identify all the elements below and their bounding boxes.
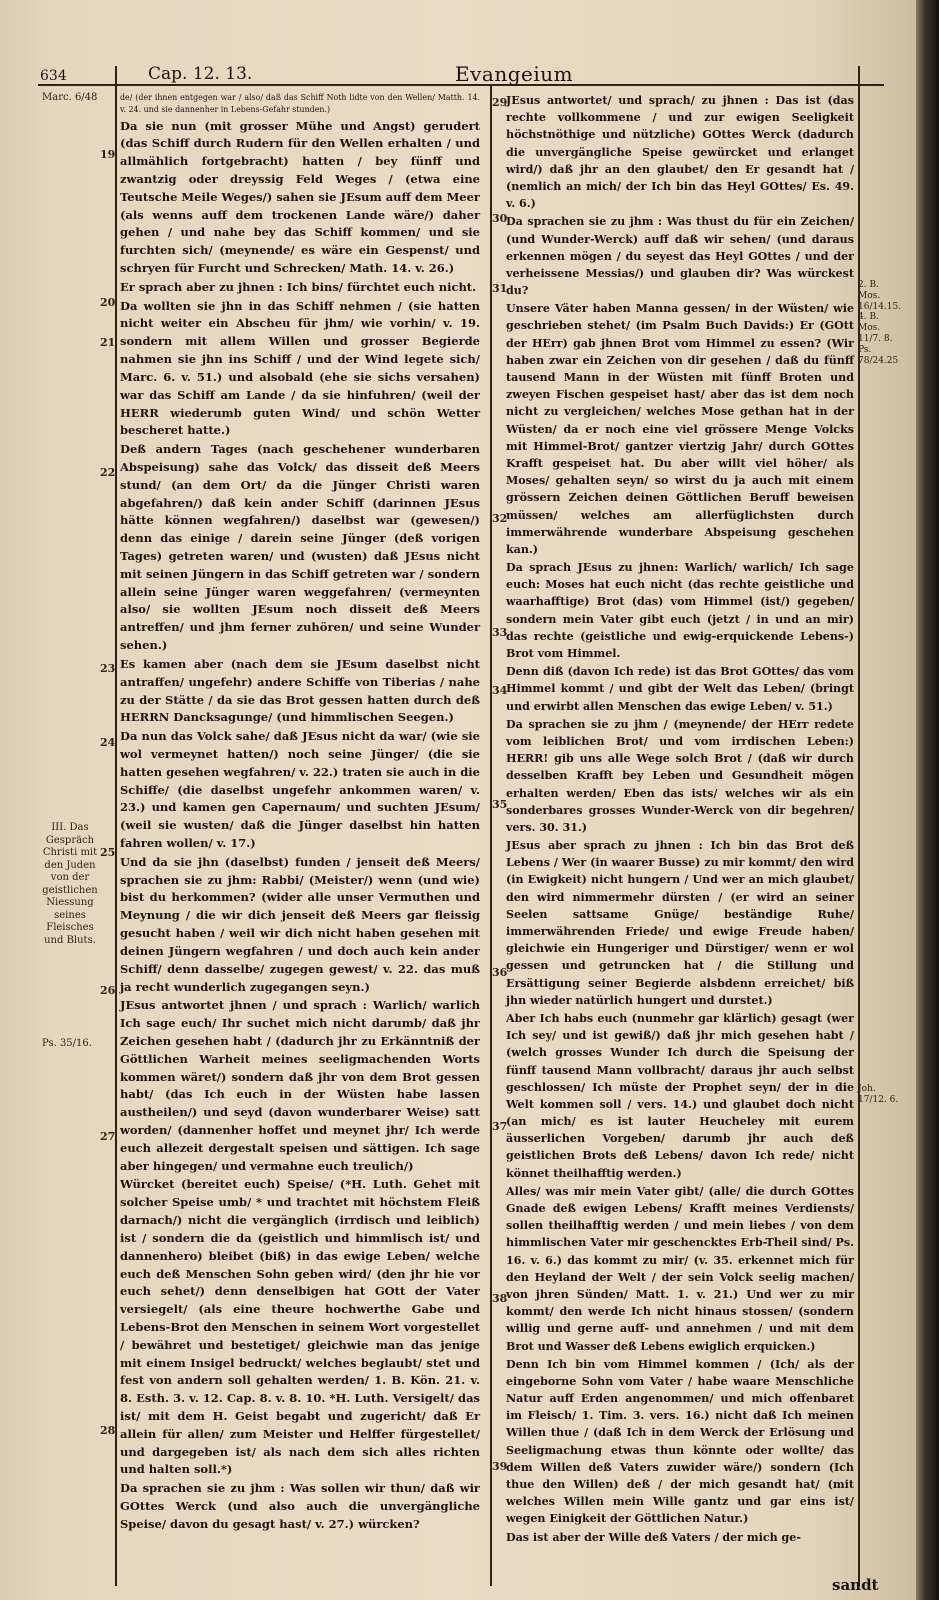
verse-number: 28 <box>100 1424 116 1437</box>
right-text-column <box>506 92 854 1547</box>
verse-number: 38 <box>492 1292 508 1305</box>
verse-number: 20 <box>100 296 116 309</box>
verse-number: 25 <box>100 846 116 859</box>
verse-number: 22 <box>100 466 116 479</box>
verse-paragraph: Da sie nun (mit grosser Mühe und Angst) gerudert (das Schiff durch Rudern für den Wellen erhalten / und allmählich fortgebracht) hatten / bey fünff und zwantzig oder dreyssig Feld Weges / (etwa eine Teutsche Meile Weges/) sahen sie JEsum auff dem Meer (als wenns auff dem trockenen Lande wäre/) daher gehen / und nahe bey das Schiff kommen/ und sie furchten sich/ (meynende/ es wäre ein Gespenst/ und schryen für Furcht und Schrecken/ Math. 14. v. 26.) <box>120 118 480 275</box>
verse-paragraph: Es kamen aber (nach dem sie JEsum daselbst nicht antraffen/ ungefehr) andere Schiffe von Tiberias / nahe zu der Stätte / da sie das Brot gessen hatten durch deß HERRN Dancksagunge/ (und himmlischen Seegen.) <box>120 656 480 725</box>
verse-paragraph: JEsus antwortet/ und sprach/ zu jhnen : Das ist (das rechte vollkommene / und zur ewigen Seeligkeit höchstnöthige und nützliche) GOttes Werck (dadurch die unvergängliche Speise gewürcket und erlanget wird/) daß jhr an den glaubet/ den Er gesandt hat / (nemlich an mich/ der Ich bin das Heyl GOttes/ Es. 49. v. 6.) <box>506 94 854 211</box>
verse-number: 35 <box>492 798 508 811</box>
verse-number: 31 <box>492 282 508 295</box>
verse-number: 32 <box>492 512 508 525</box>
verse-paragraph: Würcket (bereitet euch) Speise/ (*H. Luth. Gehet mit solcher Speise umb/ * und trachtet mit höchstem Fleiß darnach/) nicht die vergänglich (irrdisch und leiblich) ist / sondern die da (geistlich und himmlisch ist/ und dannenhero) bleibet (biß) in das ewige Leben/ welche euch deß Menschen Sohn geben wird/ (den jhr hie vor euch sehet/) denn denselbigen hat GOtt der Vater versiegelt/ (als eine theure hochwerthe Gabe und Lebens-Brot den Menschen in seinem Wort vorgestellet / bewähret und bestetiget/ gleichwie man das jenige mit einem Insigel bedruckt/ welches beglaubt/ stet und fest von andern soll gehalten werden/ 1. B. Kön. 21. v. 8. Esth. 3. v. 12. Cap. 8. v. 8. 10. *H. Luth. Versigelt/ das ist/ mit dem H. Geist begabt und zugericht/ daß Er allein für allen/ zum Meister und Helffer fürgestellet/ und dargegeben ist/ als nach dem sich alles richten und halten soll.*) <box>120 1177 480 1477</box>
verse-paragraph: Da sprach JEsus zu jhnen: Warlich/ warlich/ Ich sage euch: Moses hat euch nicht (das rechte geistliche und waarhafftige) Brot (das) vom Himmel (ist/) gegeben/ sondern mein Vater gibt euch (jetzt / in und an mir) das rechte (geistliche und ewig-erquickende Lebens-) Brot vom Himmel. <box>506 561 854 660</box>
verse-paragraph: JEsus aber sprach zu jhnen : Ich bin das Brot deß Lebens / Wer (in waarer Busse) zu mir kommt/ den wird (in Ewigkeit) nicht hungern / Und wer an mich glaubet/ den wird nimmermehr dürsten / (er wird an seiner Seelen sattsame Gnüge/ beständige Ruhe/ immerwährenden Friede/ und ewige Freude haben/ gleichwie ein Hungeriger und Dürstiger/ wenn er wol gessen und getruncken hat / die Stillung und Ersättigung seiner Begierde alsbdenn erreichet/ biß jhn wieder natürlich hungert und durstet.) <box>506 839 854 1007</box>
verse-paragraph: Da sprachen sie zu jhm : Was sollen wir thun/ daß wir GOttes Werck (und also auch die unvergängliche Speise/ davon du gesagt hast/ v. 27.) würcken? <box>120 1481 480 1531</box>
verse-paragraph: JEsus antwortet jhnen / und sprach : Warlich/ warlich Ich sage euch/ Ihr suchet mich nicht darumb/ daß jhr Zeichen gesehen habt / (dadurch jhr zu Erkänntniß der Göttlichen Warheit meines seeligmachenden Worts kommen wäret/) sondern daß jhr von dem Brot gessen habt/ (das Ich euch in der Wüsten habe lassen austheilen/) und seyd (davon wunderbarer Weise) satt worden/ (dannenher hoffet und meynet jhr/ Ich werde euch allezeit dergestalt speisen und sättigen. Ich sage aber hingegen/ und vermahne euch treulich/) <box>120 998 480 1173</box>
margin-ref-john: Joh. 17/12. 6. <box>858 1084 899 1105</box>
margin-section-note: III. Das Gespräch Christi mit den Juden von der geistlichen Niessung seines Fleisches und Bluts. <box>42 822 98 946</box>
verse-paragraph: Unsere Väter haben Manna gessen/ in der Wüsten/ wie geschrieben stehet/ (im Psalm Buch Davids:) Er (GOtt der HErr) gab jhnen Brot vom Himmel zu essen? (Wir haben zwar ein Zeichen von dir gesehen / daß du fünff tausend Mann in der Wüsten mit fünff Broten und zweyen Fischen gespeiset hast/ aber das ist dem noch nicht zu vergleichen/ welches Mose gethan hat in der Wüsten/ da er noch eine viel grössere Menge Volcks mit Himmel-Brot/ gantzer viertzig Jahr/ durch GOttes Krafft gespeiset hat. Du aber willt viel höher/ als Moses/ gehalten seyn/ so wirst du ja auch mit einem grössern Zeichen deinen Göttlichen Beruff beweisen müssen/ welches am allerfüglichsten durch immerwährende wunderbare Abspeisung geschehen kan.) <box>506 302 854 556</box>
verse-paragraph: Da sprachen sie zu jhm : Was thust du für ein Zeichen/ (und Wunder-Werck) auff daß wir sehen/ (und daraus erkennen mögen / du seyest das Heyl GOttes / und der verheissene Messias/) und glauben dir? Was würckest du? <box>506 215 854 298</box>
verse-paragraph: Da sprachen sie zu jhm / (meynende/ der HErr redete vom leiblichen Brot/ und vom irrdischen Leben:) HERR! gib uns alle Wege solch Brot / (daß wir durch desselben Krafft bey Leben und Gesundheit mögen erhalten werden/ Eben das ists/ welches wir als ein sonderbares grosses Wunder-Werck von dir begehren/ vers. 30. 31.) <box>506 717 854 834</box>
verse-number: 29 <box>492 96 508 109</box>
verse-paragraph: Er sprach aber zu jhnen : Ich bins/ fürchtet euch nicht. <box>120 279 477 294</box>
verse-number: 33 <box>492 626 508 639</box>
verse-number: 27 <box>100 1130 116 1143</box>
left-text-column <box>120 92 480 1535</box>
verse-number: 23 <box>100 662 116 675</box>
verse-paragraph: Da nun das Volck sahe/ daß JEsus nicht da war/ (wie sie wol vermeynet hatten/) noch seine Jünger/ (die sie hatten gesehen wegfahren/ v. 22.) traten sie auch in die Schiffe/ (die daselbst ungefehr ankommen waren/ v. 23.) und kamen gen Capernaum/ und suchten JEsum/ (weil sie wusten/ daß die Jünger daselbst hin hatten fahren wollen/ v. 17.) <box>120 729 480 850</box>
page-number: 634 <box>40 68 67 84</box>
verse-paragraph: de/ (der ihnen entgegen war / also/ daß das Schiff Noth lidte von den Wellen/ Matth. 14. v. 24. und sie dannenher in Lebens-Gefahr stunden.) <box>120 93 480 115</box>
verse-paragraph: Aber Ich habs euch (nunmehr gar klärlich) gesagt (wer Ich sey/ und ist gewiß/) daß jhr mich gesehen habt / (welch grosses Wunder Ich durch die Speisung der fünff tausend Mann vollbracht/ daraus jhr auch selbst geschlossen/ Ich müste der Prophet seyn/ der in die Welt kommen soll / vers. 14.) und glaubet doch nicht (an mich/ es ist lauter Heucheley mit eurem äusserlichen Vorgeben/ darumb jhr auch deß geistlichen Brots deß Lebens/ davon Ich rede/ nicht könnet theilhafftig werden.) <box>506 1011 854 1180</box>
verse-number: 21 <box>100 336 116 349</box>
verse-number: 36 <box>492 966 508 979</box>
verse-number: 37 <box>492 1120 508 1133</box>
verse-number: 30 <box>492 212 508 225</box>
verse-number: 34 <box>492 684 508 697</box>
margin-ref-psalm: Ps. 35/16. <box>42 1038 92 1049</box>
verse-number: 39 <box>492 1460 508 1473</box>
catchword: sandt <box>832 1576 879 1594</box>
verse-number: 19 <box>100 148 116 161</box>
margin-ref-mark: Marc. 6/48 <box>42 92 98 103</box>
verse-paragraph: Da wollten sie jhn in das Schiff nehmen / (sie hatten nicht weiter ein Abscheu für jhm/ wie vorhin/ v. 19. sondern mit allem Willen und grosser Begierde nahmen sie jhn ins Schiff / und der Wind legete sich/ Marc. 6. v. 51.) und alsobald (ehe sie sichs versahen) war das Schiff am Lande / da sie hinfuhren/ (weil der HERR wiederumb guten Wind/ und schön Wetter bescheret hatte.) <box>120 298 480 438</box>
verse-paragraph: Deß andern Tages (nach geschehener wunderbaren Abspeisung) sahe das Volck/ das disseit deß Meers stund/ (an dem Ort/ da die Jünger Christi waren abgefahren/) daß kein ander Schiff (darinnen JEsus hätte können wegfahren/) daselbst war (gewesen/) denn das einige / darein seine Jünger (deß vorigen Tages) getreten waren/ und (wusten) daß JEsus nicht mit seinen Jüngern in das Schiff getreten war / sondern allein seine Jünger waren weggefahren/ (vermeynten also/ sie wollten JEsum noch disseit deß Meers antreffen/ und jhm ferner zuhören/ und seine Wunder sehen.) <box>120 442 480 653</box>
verse-paragraph: Das ist aber der Wille deß Vaters / der mich ge- <box>506 1530 801 1544</box>
chapter-heading: Cap. 12. 13. <box>148 64 253 84</box>
margin-ref-mose: 2. B. Mos. 16/14.15. 4. B. Mos. 11/7. 8. Ps. 78/24.25 <box>858 280 902 366</box>
left-margin-rule <box>115 66 117 1586</box>
verse-paragraph: Alles/ was mir mein Vater gibt/ (alle/ die durch GOttes Gnade deß ewigen Lebens/ Krafft meines Verdiensts/ sollen theilhafftig werden / und mein liebes / von dem himmlischen Vater mir geschencktes Erb-Theil sind/ Ps. 16. v. 6.) das kommt zu mir/ (v. 35. erkennet mich für den Heyland der Welt / der sein Volck seelig machen/ von jhren Sünden/ Matt. 1. v. 21.) Und wer zu mir kommt/ den werde Ich nicht hinaus stossen/ (sondern willig und gerne auff- und annehmen / und mit dem Brot und Wasser deß Lebens ewiglich erquicken.) <box>506 1184 854 1353</box>
book-spine <box>916 0 939 1600</box>
column-divider <box>490 84 492 1586</box>
verse-paragraph: Und da sie jhn (daselbst) funden / jenseit deß Meers/ sprachen sie zu jhm: Rabbi/ (Meister/) wenn (und wie) bist du herkommen? (wider alle unser Vermuthen und Meynung / die wir dich jenseit deß Meers gar fleissig gesucht haben / weil wir dich nicht haben gesehen mit deinen Jüngern wegfahren / und doch auch kein ander Schiff/ denn dasselbe/ zugegen gewest/ v. 22. das muß ja recht wunderlich zugegangen seyn.) <box>120 854 480 994</box>
book-title: Evangeium <box>455 62 574 86</box>
verse-number: 26 <box>100 984 116 997</box>
verse-paragraph: Denn diß (davon Ich rede) ist das Brot GOttes/ das vom Himmel kommt / und gibt der Welt das Leben/ (bringt und erwirbt allen Menschen das ewige Leben/ v. 51.) <box>506 665 854 713</box>
verse-paragraph: Denn Ich bin vom Himmel kommen / (Ich/ als der eingeborne Sohn vom Vater / habe waare Menschliche Natur auff Erden angenommen/ und mich offenbaret im Fleisch/ 1. Tim. 3. vers. 16.) nicht daß Ich meinen Willen thue / (daß Ich in dem Werck der Erlösung und Seeligmachung etwas thun könnte oder wollte/ das dem Willen deß Vaters zuwider wäre/) sondern (Ich thue den Willen) deß / der mich gesandt hat/ (mit welches Willen mein Wille gantz und gar eins ist/ wegen Einigkeit der Göttlichen Natur.) <box>506 1357 854 1526</box>
verse-number: 24 <box>100 736 116 749</box>
